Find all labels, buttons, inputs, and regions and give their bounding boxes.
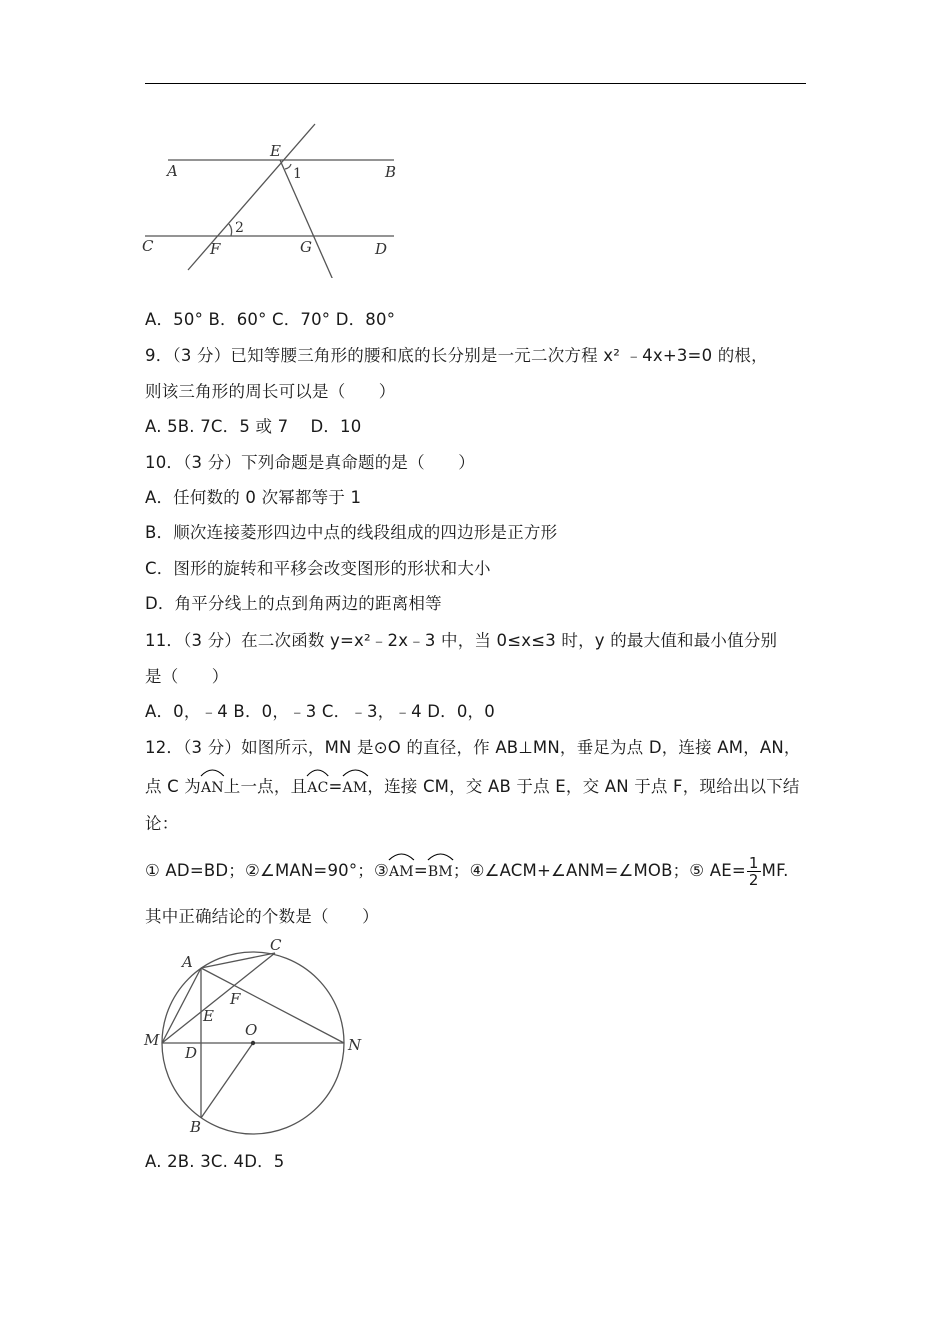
q12-line5: 其中正确结论的个数是（ ）	[145, 907, 379, 926]
q12-line3: 论：	[145, 814, 179, 833]
label-A: A	[167, 162, 178, 180]
label-E: E	[203, 1007, 214, 1025]
q12-options: A. 2B. 3C. 4D．5	[145, 1152, 285, 1171]
label-O: O	[245, 1021, 258, 1039]
arc-an	[201, 772, 224, 800]
arc-am-label: AM	[389, 864, 414, 880]
q10-option-a: A．任何数的 0 次幂都等于 1	[145, 488, 362, 507]
arc-an-label: AN	[201, 780, 224, 796]
q12-text: ；④∠ACM+∠ANM=∠MOB；⑤ AE=	[452, 861, 746, 880]
q12-line2	[145, 772, 800, 800]
equals-sign: =	[328, 777, 343, 796]
q11-line1: 11．（3 分）在二次函数 y=x²﹣2x﹣3 中，当 0≤x≤3 时，y 的最大值和最小值分别	[145, 631, 778, 650]
q8-options: A．50° B．60° C．70° D．80°	[145, 310, 396, 329]
header-rule	[145, 83, 806, 84]
label-G: G	[300, 238, 312, 256]
q12-text: MF.	[761, 861, 789, 880]
q12-line1: 12．（3 分）如图所示，MN 是⊙O 的直径，作 AB⊥MN，垂足为点 D，连接 AM，AN，	[145, 738, 801, 757]
label-F: F	[230, 990, 241, 1008]
q10-option-b: B．顺次连接菱形四边中点的线段组成的四边形是正方形	[145, 523, 558, 542]
label-B: B	[385, 163, 397, 181]
label-B: B	[190, 1118, 202, 1135]
arc-ac-label: AC	[307, 780, 329, 796]
label-1: 1	[293, 166, 302, 182]
fraction-denominator: 2	[748, 871, 759, 889]
q12-conclusions	[145, 855, 789, 888]
parallel-lines-figure	[140, 118, 410, 278]
fraction-numerator: 1	[748, 854, 759, 872]
label-C: C	[270, 936, 282, 954]
q10-option-d: D．角平分线上的点到角两边的距离相等	[145, 594, 442, 613]
circle-figure	[140, 935, 370, 1135]
q12-text: ① AD=BD；②∠MAN=90°；③	[145, 861, 389, 880]
label-C: C	[142, 237, 154, 255]
arc-ac	[307, 772, 328, 800]
q9-line2: 则该三角形的周长可以是（ ）	[145, 382, 396, 401]
label-M: M	[144, 1031, 160, 1049]
q11-options: A．0，﹣4 B．0，﹣3 C．﹣3，﹣4 D．0，0	[145, 702, 495, 721]
q11-line2: 是（ ）	[145, 667, 229, 686]
arc-am	[389, 856, 414, 884]
fraction-one-half	[747, 855, 761, 888]
label-2: 2	[235, 220, 244, 236]
label-A: A	[182, 953, 193, 971]
label-D: D	[375, 240, 388, 258]
equals-sign: =	[413, 861, 428, 880]
arc-bm	[428, 856, 453, 884]
arc-am	[343, 772, 368, 800]
arc-bm-label: BM	[427, 864, 453, 880]
q9-options: A. 5B. 7C．5 或 7 D．10	[145, 417, 362, 436]
label-E: E	[270, 142, 281, 160]
q12-text: ，连接 CM，交 AB 于点 E，交 AN 于点 F，现给出以下结	[367, 777, 800, 796]
q10-option-c: C．图形的旋转和平移会改变图形的形状和大小	[145, 559, 491, 578]
q12-text: 上一点，且	[223, 777, 308, 796]
label-N: N	[348, 1036, 362, 1054]
q12-text: 点 C 为	[145, 777, 202, 796]
label-D: D	[185, 1044, 198, 1062]
arc-am-label: AM	[342, 780, 368, 796]
label-F: F	[210, 240, 221, 258]
q9-line1: 9．（3 分）已知等腰三角形的腰和底的长分别是一元二次方程 x² ﹣4x+3=0 的根，	[145, 346, 768, 365]
q10-stem: 10．（3 分）下列命题是真命题的是（ ）	[145, 453, 475, 472]
